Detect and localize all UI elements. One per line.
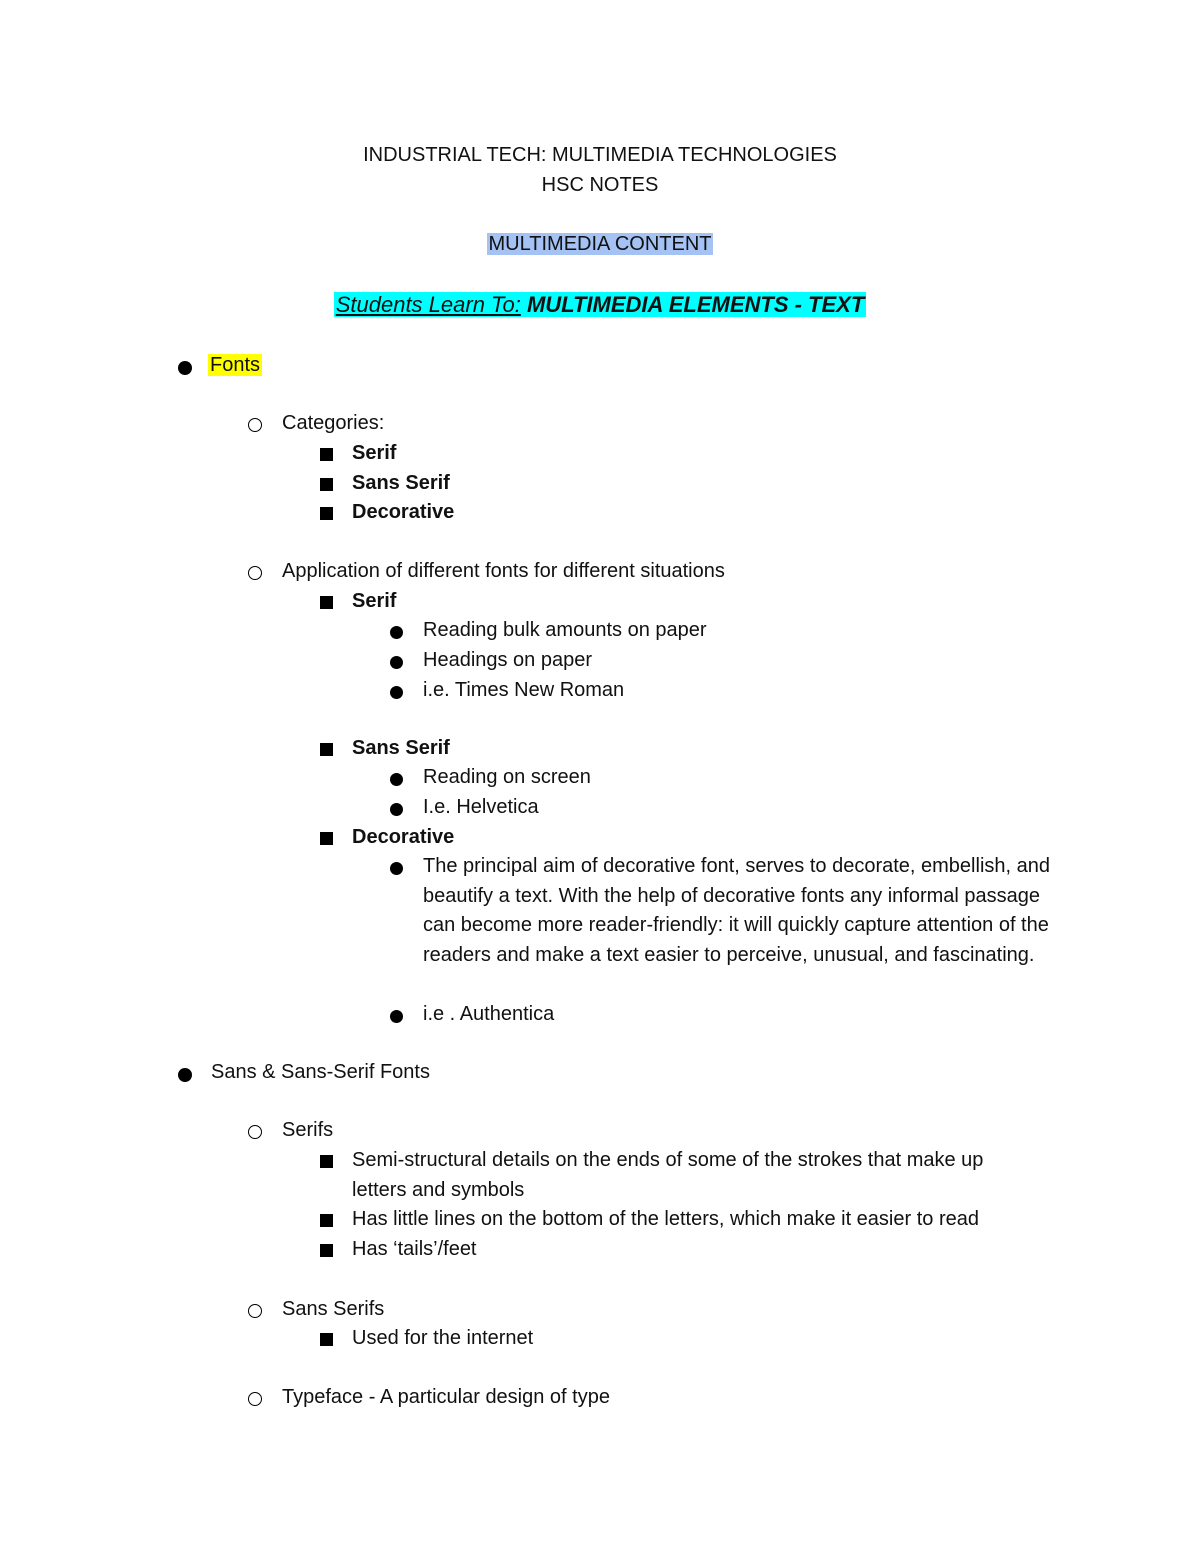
document-title: INDUSTRIAL TECH: MULTIMEDIA TECHNOLOGIES <box>363 144 837 166</box>
bullet-square-icon <box>320 1155 333 1168</box>
serif-item: i.e. Times New Roman <box>423 679 625 701</box>
document-subtitle: HSC NOTES <box>541 174 659 196</box>
learn-prefix: Students Learn To: <box>335 292 521 317</box>
decorative-example: i.e . Authentica <box>423 1003 555 1025</box>
bullet-circle-icon <box>248 418 262 432</box>
section-heading-text: MULTIMEDIA CONTENT <box>488 233 712 255</box>
sans-serifs-label: Sans Serifs <box>282 1298 385 1320</box>
serifs-item: Semi-structural details on the ends of some of the strokes that make up letters and symbols <box>352 1149 984 1201</box>
bullet-dot-icon <box>390 1010 403 1023</box>
learn-heading-highlight <box>334 292 867 317</box>
fonts-heading <box>208 352 262 378</box>
serifs-label: Serifs <box>282 1119 334 1141</box>
bullet-dot-icon <box>390 686 403 699</box>
category-item: Serif <box>352 442 397 464</box>
bullet-dot-icon <box>178 1068 192 1082</box>
category-item: Decorative <box>352 501 455 523</box>
bullet-square-icon <box>320 478 333 491</box>
serif-item: Headings on paper <box>423 649 593 671</box>
serifs-item: Has little lines on the bottom of the letters, which make it easier to read <box>352 1208 979 1230</box>
serifs-item: Has ‘tails’/feet <box>352 1238 477 1260</box>
decorative-description: The principal aim of decorative font, serves to decorate, embellish, and beautify a text. With the help of decorative fonts any informal passage can become more reader-friendly: it will quickly capture attention of the readers and make a text easier to perceive, unusual, and fascinating. <box>423 855 1050 966</box>
bullet-dot-icon <box>390 773 403 786</box>
typeface-definition: Typeface - A particular design of type <box>282 1386 610 1408</box>
bullet-square-icon <box>320 507 333 520</box>
learn-topic: MULTIMEDIA ELEMENTS - TEXT <box>526 292 865 317</box>
category-item: Sans Serif <box>352 472 450 494</box>
sans-serifs-item: Used for the internet <box>352 1327 534 1349</box>
bullet-dot-icon <box>390 626 403 639</box>
sans-serif-item: I.e. Helvetica <box>423 796 539 818</box>
categories-label: Categories: <box>282 412 385 434</box>
sans-serif-label: Sans Serif <box>352 737 450 759</box>
serif-item: Reading bulk amounts on paper <box>423 619 707 641</box>
bullet-square-icon <box>320 832 333 845</box>
bullet-dot-icon <box>390 803 403 816</box>
bullet-square-icon <box>320 1244 333 1257</box>
decorative-label: Decorative <box>352 826 455 848</box>
bullet-square-icon <box>320 743 333 756</box>
section-heading <box>0 231 1200 257</box>
bullet-circle-icon <box>248 566 262 580</box>
serif-label: Serif <box>352 590 397 612</box>
bullet-square-icon <box>320 448 333 461</box>
application-label: Application of different fonts for different situations <box>282 560 725 582</box>
sans-serif-item: Reading on screen <box>423 766 591 788</box>
bullet-square-icon <box>320 596 333 609</box>
bullet-square-icon <box>320 1214 333 1227</box>
bullet-circle-icon <box>248 1392 262 1406</box>
bullet-dot-icon <box>390 862 403 875</box>
sans-section-heading: Sans & Sans-Serif Fonts <box>211 1061 430 1083</box>
bullet-circle-icon <box>248 1304 262 1318</box>
learn-heading <box>0 292 1200 318</box>
fonts-heading-text: Fonts <box>210 354 261 376</box>
bullet-dot-icon <box>390 656 403 669</box>
bullet-dot-icon <box>178 361 192 375</box>
bullet-circle-icon <box>248 1125 262 1139</box>
bullet-square-icon <box>320 1333 333 1346</box>
